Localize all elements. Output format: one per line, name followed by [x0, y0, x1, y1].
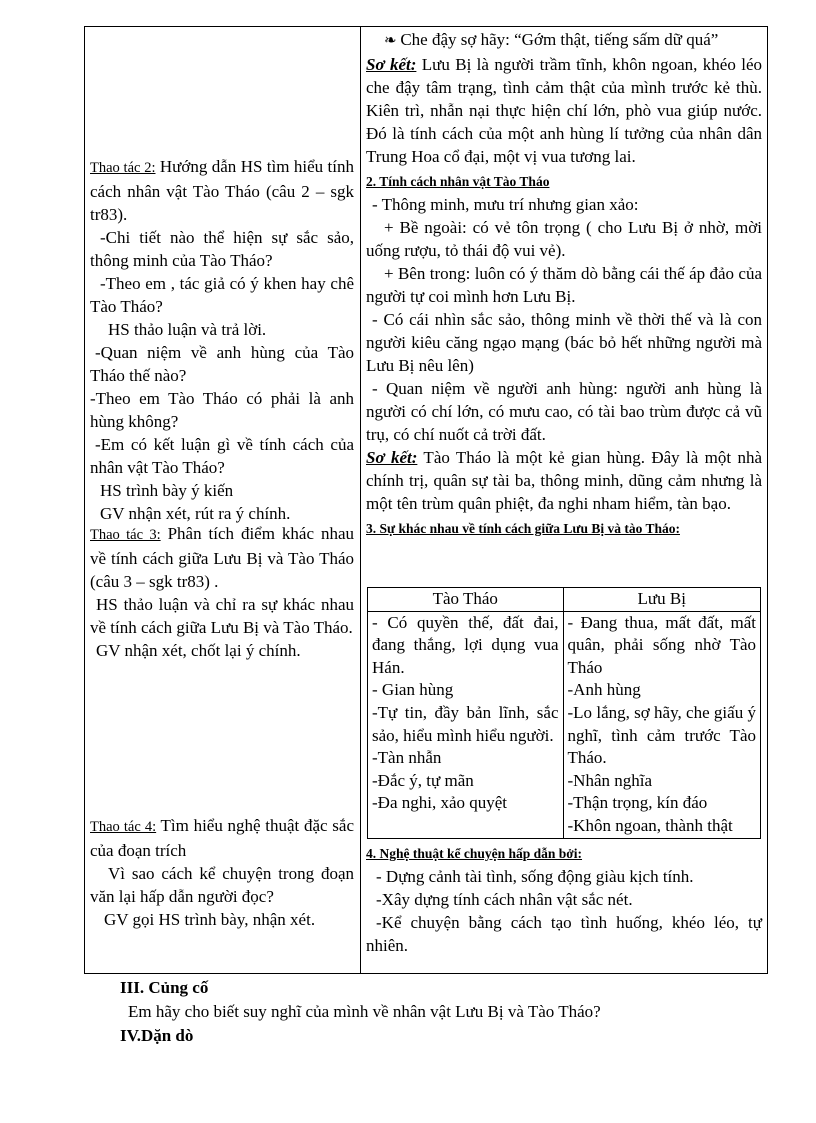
task3-block	[90, 522, 354, 662]
section3-heading: 3. Sự khác nhau về tính cách giữa Lưu Bị và tào Tháo:	[366, 521, 680, 536]
tt-inside: + Bên trong: luôn có ý thăm dò bằng cái thế áp đảo của người tự coi mình hơn Lưu Bị.	[366, 264, 762, 306]
table-header-row	[368, 588, 761, 612]
table-cell: -Anh hùng	[567, 680, 641, 700]
tt-trait-1: - Thông minh, mưu trí nhưng gian xảo:	[372, 195, 639, 214]
summary2-label: Sơ kết:	[366, 448, 418, 467]
question-8: GV nhận xét, rút ra ý chính.	[100, 504, 291, 523]
table-cell: -Nhân nghĩa	[567, 770, 653, 790]
leaf-bullet-icon: ❧	[384, 33, 401, 49]
lb-hide-fear: Che đậy sợ hãy: “Gớm thật, tiếng sấm dữ quá”	[400, 30, 719, 49]
table-cell: -Đa nghi, xảo quyệt	[372, 793, 508, 813]
task4-block	[90, 814, 354, 931]
art-point-2: -Xây dựng tính cách nhân vật sắc nét.	[376, 890, 633, 909]
question-5: -Theo em Tào Tháo có phải là anh hùng không?	[90, 389, 354, 431]
section-consolidation-heading: III. Củng cố	[120, 978, 209, 997]
summary1-label: Sơ kết:	[366, 55, 417, 74]
section-homework-heading: IV.Dặn dò	[120, 1026, 194, 1045]
task2-text: Hướng dẫn HS tìm hiểu tính cách nhân vật Tào Tháo (câu 2 – sgk tr83).	[90, 157, 354, 224]
header-tao-thao: Tào Tháo	[368, 588, 564, 612]
table-cell: - Gian hùng	[372, 680, 454, 700]
table-cell: -Thận trọng, kín đáo	[567, 793, 708, 813]
task2-block	[90, 155, 354, 525]
table-cell: -Khôn ngoan, thành thật	[567, 815, 733, 835]
question-1: -Chi tiết nào thể hiện sự sắc sảo, thông minh của Tào Tháo?	[90, 228, 354, 270]
task3-label: Thao tác 3:	[90, 527, 161, 543]
header-luu-bi: Lưu Bị	[563, 588, 761, 612]
summary1-text: Lưu Bị là người trầm tĩnh, khôn ngoan, khéo léo che đậy tâm trạng, tình cảm thật của mình trước kẻ thù. Kiên trì, nhẫn nại thực hiện chí lớn, phò vua giúp nước. Đó là tính cách của một anh hùng lí tưởng của nhân dân Trung Hoa cổ đại, một vị vua tương lai.	[366, 55, 762, 166]
tt-outside: + Bề ngoài: có vẻ tôn trọng ( cho Lưu Bị ở nhờ, mời uống rượu, tỏ thái độ vui vẻ).	[366, 218, 762, 260]
tt-hero-view: - Quan niệm về người anh hùng: người anh hùng là người có chí lớn, có mưu cao, có tài bao trùm được cả vũ trụ, có chí nuốt cả trời đất.	[366, 379, 762, 444]
consolidation-question: Em hãy cho biết suy nghĩ của mình về nhân vật Lưu Bị và Tào Tháo?	[128, 1002, 601, 1021]
table-cell: -Đắc ý, tự mãn	[372, 770, 474, 790]
question-2: -Theo em , tác giả có ý khen hay chê Tào Tháo?	[90, 274, 354, 316]
task4-text: Tìm hiểu nghệ thuật đặc sắc của đoạn trích	[90, 816, 354, 860]
table-cell: - Đang thua, mất đất, mất quân, phải sống nhờ Tào Tháo	[567, 612, 756, 677]
task4-instruction: GV gọi HS trình bày, nhận xét.	[104, 910, 316, 929]
task3-activity: HS thảo luận và chỉ ra sự khác nhau về tính cách giữa Lưu Bị và Tào Tháo.	[90, 595, 354, 637]
footer	[0, 976, 816, 1047]
task4-label: Thao tác 4:	[90, 819, 157, 835]
art-point-3: -Kể chuyện bằng cách tạo tình huống, khéo léo, tự nhiên.	[366, 913, 762, 955]
section4-block	[366, 842, 762, 957]
art-point-1: - Dựng cảnh tài tình, sống động giàu kịch tính.	[376, 867, 694, 886]
tao-thao-traits	[368, 611, 564, 838]
table-cell: - Có quyền thế, đất đai, đang thắng, lợi dụng vua Hán.	[372, 612, 559, 677]
section4-heading: 4. Nghệ thuật kể chuyện hấp dẫn bởi:	[366, 846, 583, 861]
task3-conclusion: GV nhận xét, chốt lại ý chính.	[96, 641, 301, 660]
section2-heading: 2. Tính cách nhân vật Tào Tháo	[366, 174, 550, 189]
table-cell: -Lo lắng, sợ hãy, che giấu ý nghĩ, tình cảm trước Tào Tháo.	[567, 702, 756, 768]
comparison-table	[367, 587, 761, 839]
table-body-row	[368, 611, 761, 838]
question-7: HS trình bày ý kiến	[100, 481, 234, 500]
question-4: -Quan niệm về anh hùng của Tào Tháo thế nào?	[90, 343, 354, 385]
table-cell: -Tự tin, đầy bản lĩnh, sắc sảo, hiểu mình hiểu người.	[372, 702, 559, 745]
question-3: HS thảo luận và trả lời.	[108, 320, 267, 339]
column-divider	[360, 27, 361, 973]
question-6: -Em có kết luận gì về tính cách của nhân vật Tào Tháo?	[90, 435, 354, 477]
summary2-text: Tào Tháo là một kẻ gian hùng. Đây là một nhà chính trị, quân sự tài ba, thông minh, dũng cảm nhưng là một tên trùm quân phiệt, đa nghi nham hiểm, tàn bạo.	[366, 448, 762, 513]
tt-trait-2: - Có cái nhìn sắc sảo, thông minh về thời thế và là con người kiêu căng ngạo mạng (bác bỏ hết những người mà Lưu Bị nêu lên)	[366, 310, 762, 375]
task4-question: Vì sao cách kể chuyện trong đoạn văn lại hấp dẫn người đọc?	[90, 864, 354, 906]
task3-text: Phân tích điểm khác nhau về tính cách giữa Lưu Bị và Tào Tháo (câu 3 – sgk tr83) .	[90, 524, 354, 591]
task2-label: Thao tác 2:	[90, 160, 156, 176]
luu-bi-traits	[563, 611, 761, 838]
table-cell: -Tàn nhẫn	[372, 748, 442, 768]
right-content	[366, 28, 762, 540]
